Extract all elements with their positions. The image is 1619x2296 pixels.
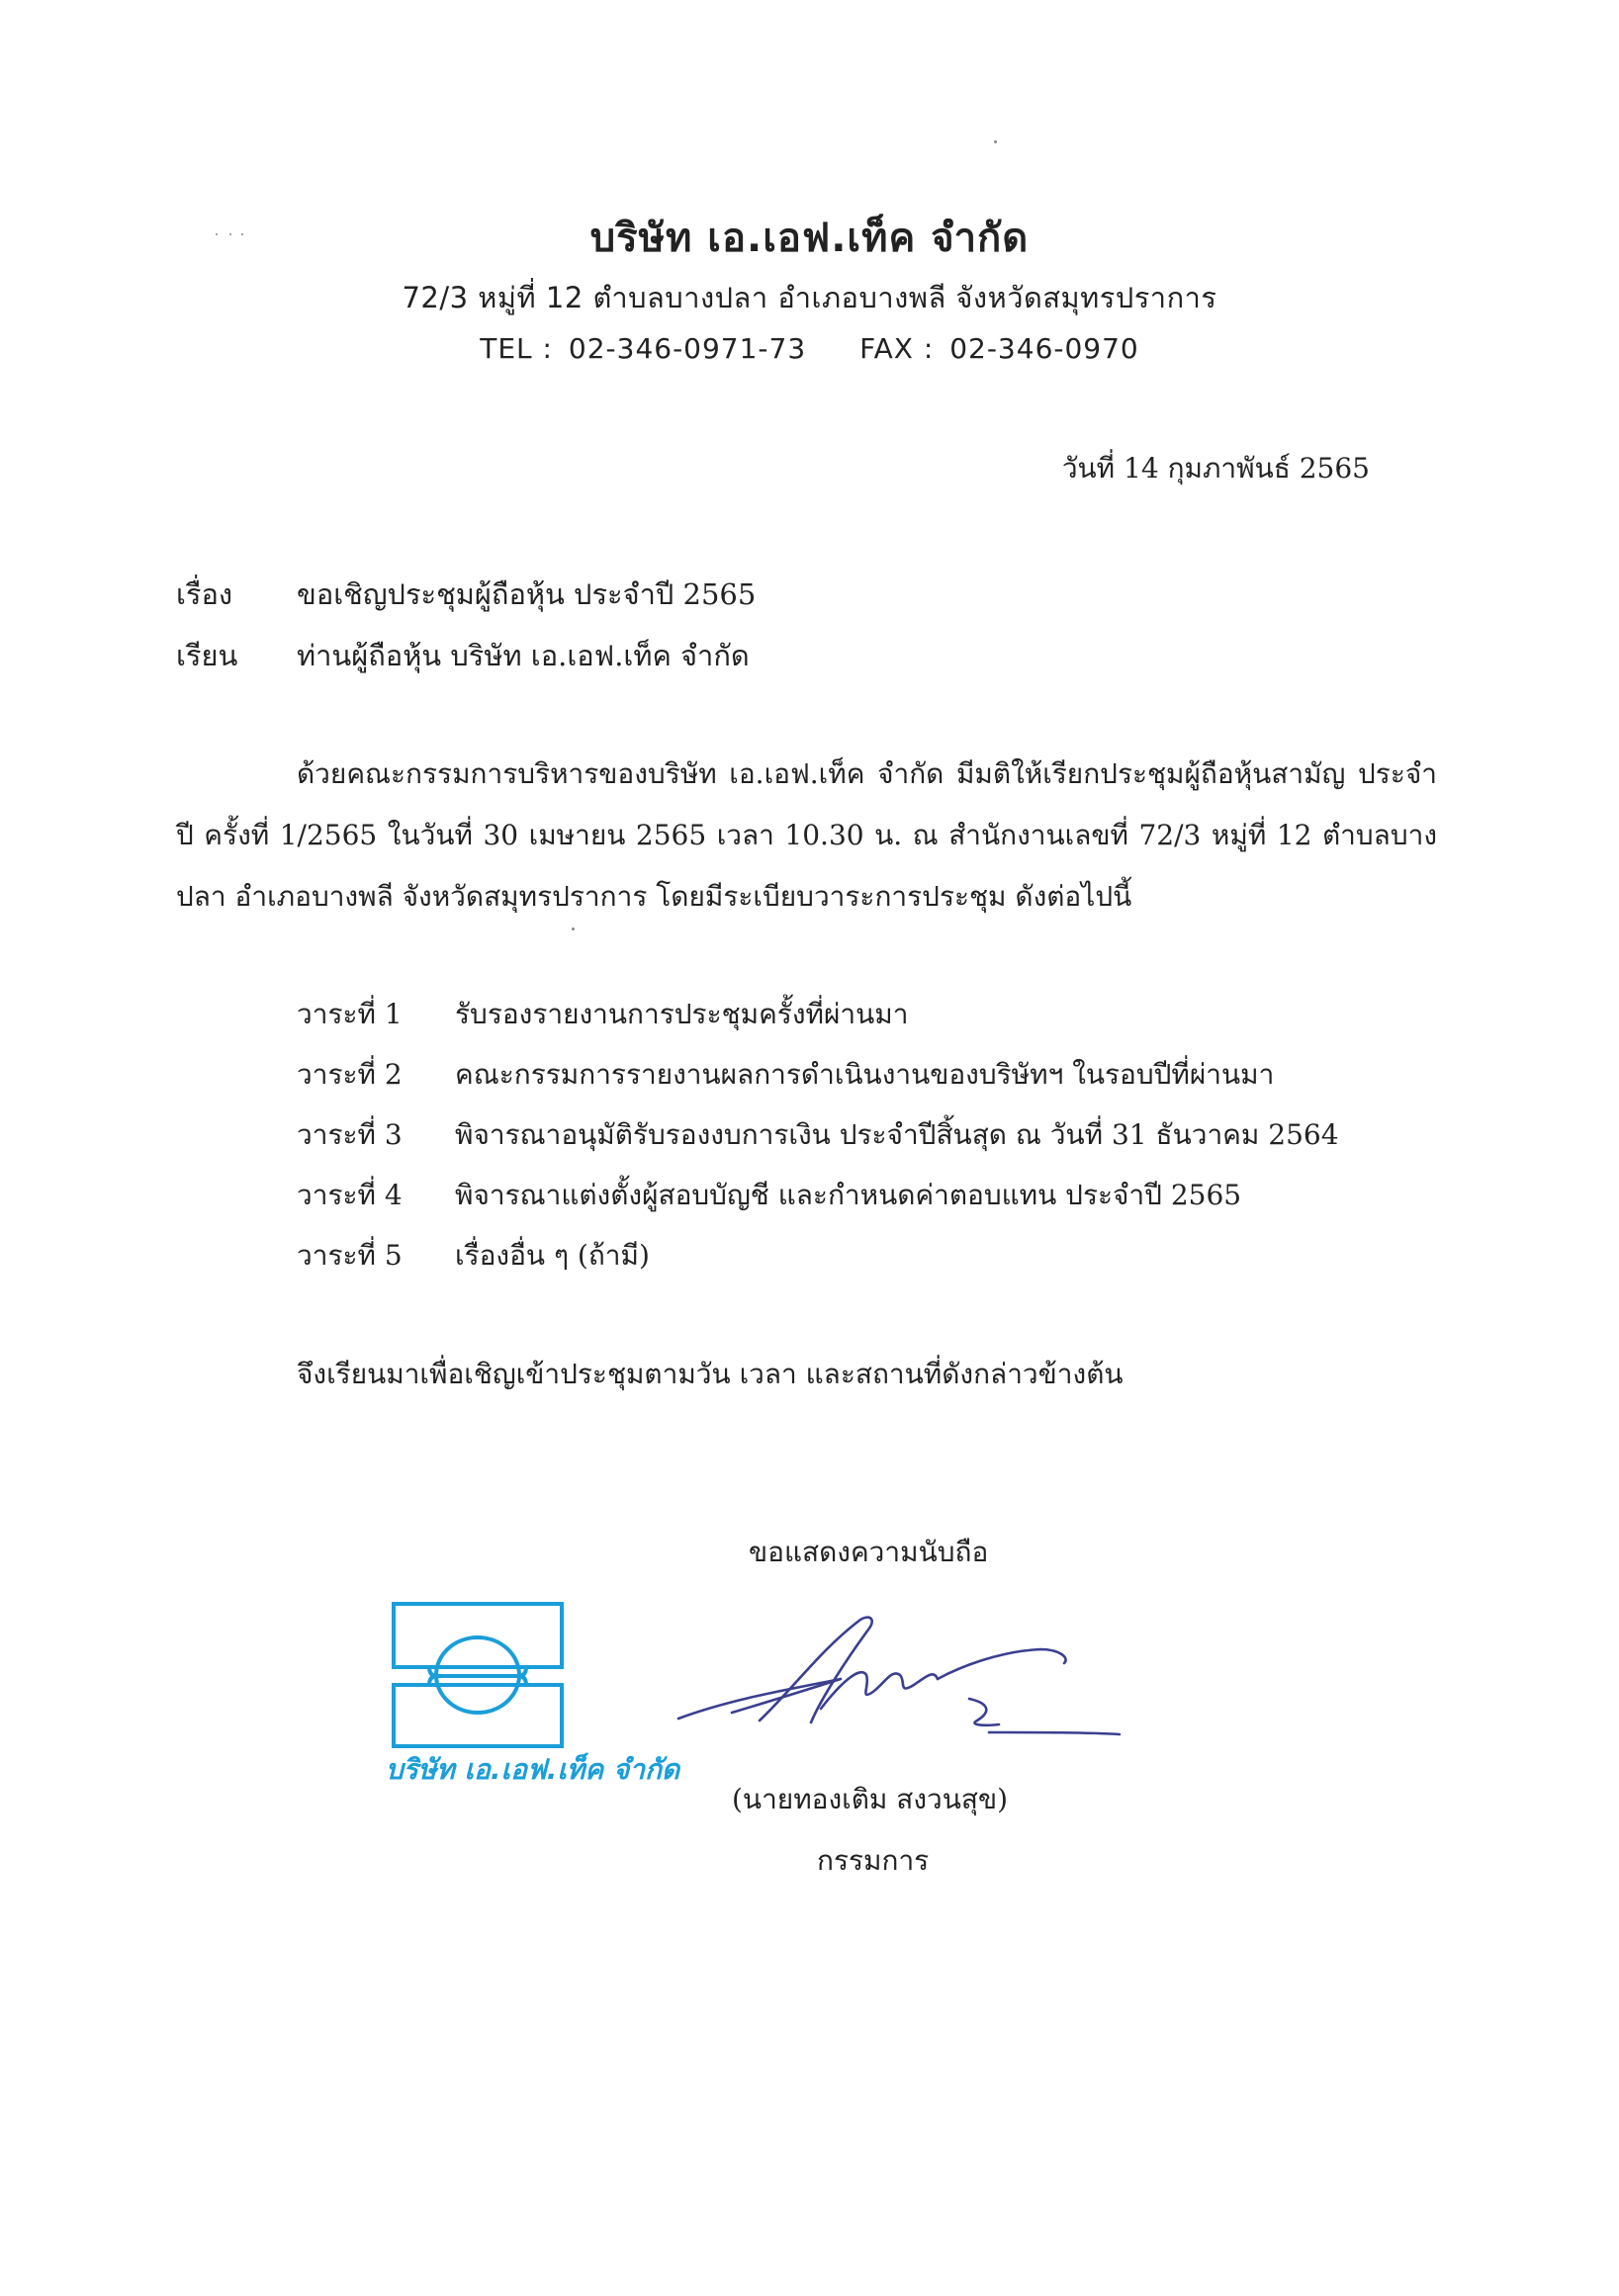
- body-text: ด้วยคณะกรรมการบริหารของบริษัท เอ.เอฟ.เท็ค จำกัด มีมติให้เรียกประชุมผู้ถือหุ้นสามัญ ประจำปี ครั้งที่ 1/2565 ในวันที่ 30 เมษายน 2565 เวลา 10.30 น. ณ สำนักงานเลขที่ 72/3 หมู่ที่ 12 ตำบลบางปลา อำเภอบางพลี จังหวัดสมุทรปราการ โดยมีระเบียบวาระการประชุม ดังต่อไปนี้: [176, 757, 1437, 913]
- agenda-number: วาระที่ 2: [297, 1058, 403, 1091]
- fax-label: FAX :: [859, 332, 935, 365]
- agenda-text: พิจารณาแต่งตั้งผู้สอบบัญชี และกำหนดค่าตอบแทน ประจำปี 2565: [455, 1179, 1242, 1211]
- tel-group: [480, 332, 816, 365]
- subject-text: ขอเชิญประชุมผู้ถือหุ้น ประจำปี 2565: [297, 577, 757, 611]
- letter-date: วันที่ 14 กุมภาพันธ์ 2565: [1061, 452, 1370, 485]
- company-contact: [0, 332, 1619, 365]
- handwritten-signature: [673, 1600, 1127, 1752]
- agenda-text: รับรองรายงานการประชุมครั้งที่ผ่านมา: [455, 998, 909, 1030]
- fax-number: 02-346-0970: [949, 332, 1139, 365]
- agenda-item: [297, 1225, 1339, 1285]
- agenda-number: วาระที่ 5: [297, 1239, 403, 1272]
- company-address: 72/3 หมู่ที่ 12 ตำบลบางปลา อำเภอบางพลี จังหวัดสมุทรปราการ: [402, 281, 1217, 314]
- scan-speck: [572, 927, 575, 930]
- signer-name: (นายทองเติม สงวนสุข): [732, 1783, 1009, 1815]
- closing-sentence: จึงเรียนมาเพื่อเชิญเข้าประชุมตามวัน เวลา และสถานที่ดังกล่าวข้างต้น: [297, 1358, 1124, 1390]
- subject-label: เรื่อง: [176, 577, 233, 611]
- agenda-number: วาระที่ 1: [297, 998, 403, 1030]
- scan-speck: [994, 140, 997, 143]
- signer-title: กรรมการ: [817, 1844, 930, 1877]
- recipient-label: เรียน: [176, 639, 238, 672]
- scan-speck: [216, 233, 218, 235]
- fax-group: [859, 332, 1139, 365]
- agenda-number: วาระที่ 3: [297, 1118, 403, 1151]
- agenda-item: [297, 1044, 1339, 1104]
- agenda-text: เรื่องอื่น ๆ (ถ้ามี): [455, 1239, 650, 1272]
- agenda-list: [297, 984, 1339, 1285]
- agenda-text: คณะกรรมการรายงานผลการดำเนินงานของบริษัทฯ ในรอบปีที่ผ่านมา: [455, 1058, 1275, 1091]
- company-logo-icon: [386, 1600, 623, 1748]
- body-paragraph: [176, 744, 1437, 927]
- agenda-item: [297, 1104, 1339, 1165]
- agenda-number: วาระที่ 4: [297, 1179, 403, 1211]
- agenda-item: [297, 984, 1339, 1044]
- seal-caption: บริษัท เอ.เอฟ.เท็ค จำกัด: [386, 1753, 680, 1786]
- recipient-text: ท่านผู้ถือหุ้น บริษัท เอ.เอฟ.เท็ค จำกัด: [297, 639, 750, 672]
- tel-label: TEL :: [480, 332, 553, 365]
- agenda-text: พิจารณาอนุมัติรับรองงบการเงิน ประจำปีสิ้นสุด ณ วันที่ 31 ธันวาคม 2564: [455, 1118, 1339, 1151]
- scan-speck: [229, 233, 231, 235]
- regards-text: ขอแสดงความนับถือ: [749, 1536, 989, 1568]
- company-seal: [386, 1600, 680, 1786]
- company-name: บริษัท เอ.เอฟ.เท็ค จำกัด: [589, 216, 1030, 261]
- tel-number: 02-346-0971-73: [568, 332, 807, 365]
- agenda-item: [297, 1165, 1339, 1225]
- scan-speck: [241, 233, 243, 235]
